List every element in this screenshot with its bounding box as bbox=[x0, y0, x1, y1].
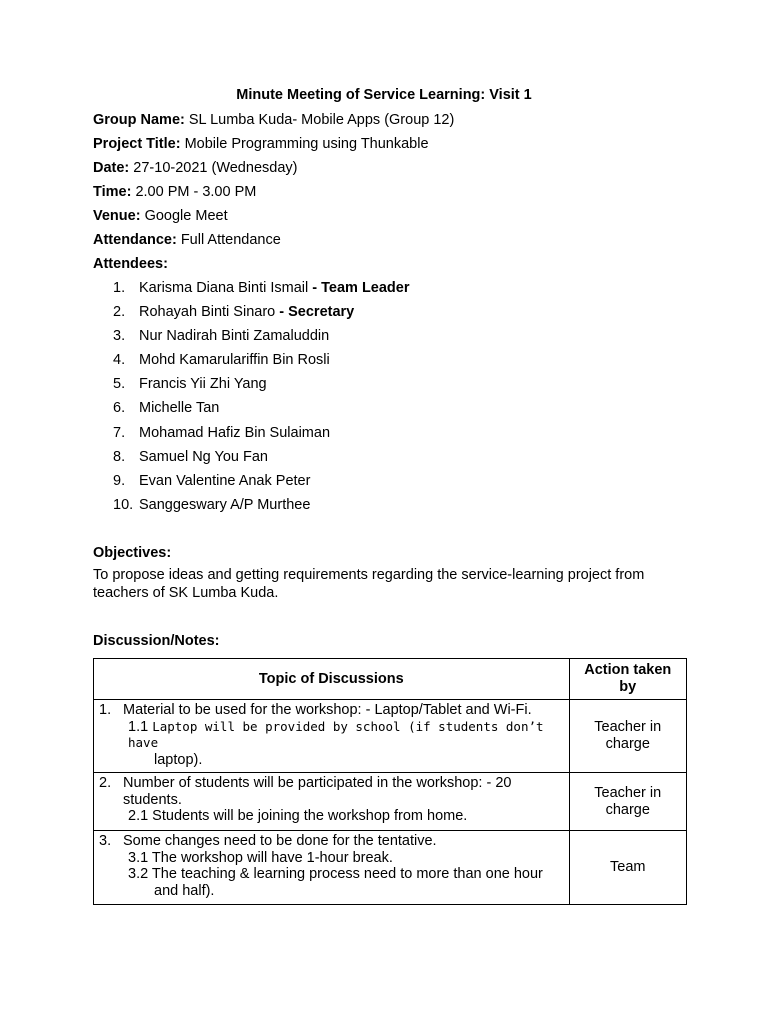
topic-main bbox=[99, 833, 565, 850]
discussion-heading bbox=[93, 633, 220, 649]
discussion-label: Discussion/Notes: bbox=[93, 633, 220, 649]
action-line-1: Teacher in bbox=[594, 719, 662, 735]
action-header-line-1: Action taken bbox=[584, 662, 672, 678]
action-header-line-2: by bbox=[619, 679, 637, 695]
attendee-name: Samuel Ng You Fan bbox=[139, 448, 268, 465]
attendee-name: Mohd Kamarulariffin Bin Rosli bbox=[139, 352, 330, 369]
list-item bbox=[113, 472, 410, 496]
table-row bbox=[94, 700, 687, 773]
date-field bbox=[93, 160, 297, 176]
list-number: 7. bbox=[113, 424, 126, 441]
topic-text: Material to be used for the workshop: - Laptop/Tablet and Wi-Fi. bbox=[123, 702, 532, 718]
attendee-name: Karisma Diana Binti Ismail bbox=[139, 280, 309, 296]
list-item bbox=[113, 279, 410, 303]
objectives-label: Objectives: bbox=[93, 545, 172, 561]
group-name-field bbox=[93, 112, 454, 128]
sub-text: 2.1 Students will be joining the workshop from home. bbox=[128, 808, 468, 824]
topic-number: 3. bbox=[99, 833, 112, 849]
topic-column-header: Topic of Discussions bbox=[94, 659, 570, 700]
list-number: 2. bbox=[113, 304, 126, 321]
topic-main bbox=[99, 775, 565, 792]
action-cell bbox=[569, 700, 686, 773]
list-item bbox=[113, 327, 410, 351]
attendance-label: Attendance: bbox=[93, 232, 177, 248]
attendance-field bbox=[93, 232, 281, 248]
topic-number: 2. bbox=[99, 775, 112, 791]
discussion-table bbox=[93, 658, 687, 905]
list-item bbox=[113, 399, 410, 423]
attendee-name: Evan Valentine Anak Peter bbox=[139, 472, 311, 489]
list-number: 3. bbox=[113, 328, 126, 345]
document-title: Minute Meeting of Service Learning: Visit 1 bbox=[236, 87, 532, 103]
project-title-value: Mobile Programming using Thunkable bbox=[180, 136, 429, 152]
sub-text-continued: and half). bbox=[154, 882, 215, 899]
list-number: 10. bbox=[113, 496, 134, 513]
attendee-name: Francis Yii Zhi Yang bbox=[139, 376, 267, 393]
topic-cell bbox=[94, 773, 570, 831]
list-number: 9. bbox=[113, 472, 126, 489]
list-number: 4. bbox=[113, 352, 126, 369]
group-name-label: Group Name: bbox=[93, 112, 185, 128]
sub-text: Laptop will be provided by school (if students don’t have bbox=[128, 718, 544, 750]
venue-field bbox=[93, 208, 228, 224]
attendee-role: - Secretary bbox=[275, 304, 355, 321]
date-value: 27-10-2021 (Wednesday) bbox=[129, 160, 298, 176]
sub-text-continued: laptop). bbox=[154, 751, 203, 768]
attendee-name: Mohamad Hafiz Bin Sulaiman bbox=[139, 424, 331, 441]
action-line-2: charge bbox=[605, 736, 650, 752]
topic-text: Some changes need to be done for the tentative. bbox=[123, 833, 437, 849]
topic-cell bbox=[94, 831, 570, 905]
attendee-role: - Team Leader bbox=[308, 280, 410, 296]
sub-text: 3.1 The workshop will have 1-hour break. bbox=[128, 849, 393, 866]
venue-label: Venue: bbox=[93, 208, 141, 224]
table-row bbox=[94, 773, 687, 831]
list-item bbox=[113, 375, 410, 399]
list-number: 1. bbox=[113, 280, 126, 296]
topic-cell bbox=[94, 700, 570, 773]
date-label: Date: bbox=[93, 160, 130, 176]
topic-text-continued: students. bbox=[123, 791, 182, 808]
topic-number: 1. bbox=[99, 702, 112, 718]
action-line-2: charge bbox=[605, 801, 650, 818]
action-cell: Team bbox=[569, 831, 686, 905]
list-item bbox=[113, 448, 410, 472]
time-value: 2.00 PM - 3.00 PM bbox=[131, 184, 257, 200]
attendance-value: Full Attendance bbox=[176, 232, 281, 248]
list-item bbox=[113, 351, 410, 375]
time-field bbox=[93, 184, 256, 200]
list-item bbox=[113, 424, 410, 448]
topic-text: Number of students will be participated in the workshop: - 20 bbox=[123, 775, 512, 791]
attendee-name: Rohayah Binti Sinaro bbox=[139, 304, 276, 321]
venue-value: Google Meet bbox=[140, 208, 228, 224]
list-number: 6. bbox=[113, 400, 126, 417]
topic-main bbox=[99, 702, 565, 719]
list-item bbox=[113, 496, 410, 520]
table-row bbox=[94, 831, 687, 905]
attendees-heading bbox=[93, 256, 168, 272]
list-number: 5. bbox=[113, 376, 126, 393]
sub-number: 1.1 bbox=[128, 718, 149, 735]
table-header-row bbox=[94, 659, 687, 700]
action-cell bbox=[569, 773, 686, 831]
list-number: 8. bbox=[113, 448, 126, 465]
action-line-1: Teacher in bbox=[594, 784, 662, 801]
time-label: Time: bbox=[93, 184, 132, 200]
action-column-header bbox=[569, 659, 686, 700]
sub-text: 3.2 The teaching & learning process need to more than one hour bbox=[128, 866, 543, 882]
attendees-list bbox=[113, 279, 410, 520]
topic-sub bbox=[99, 719, 565, 752]
attendees-label: Attendees: bbox=[93, 256, 168, 272]
project-title-label: Project Title: bbox=[93, 136, 181, 152]
project-title-field bbox=[93, 136, 429, 152]
attendee-name: Sanggeswary A/P Murthee bbox=[139, 496, 311, 513]
attendee-name: Michelle Tan bbox=[139, 400, 220, 417]
group-name-value: SL Lumba Kuda- Mobile Apps (Group 12) bbox=[184, 112, 455, 128]
objectives-heading bbox=[93, 545, 171, 561]
list-item bbox=[113, 303, 410, 327]
attendee-name: Nur Nadirah Binti Zamaluddin bbox=[139, 328, 330, 345]
objectives-text: To propose ideas and getting requirements regarding the service-learning project from teachers of SK Lumba Kuda. bbox=[93, 567, 645, 601]
